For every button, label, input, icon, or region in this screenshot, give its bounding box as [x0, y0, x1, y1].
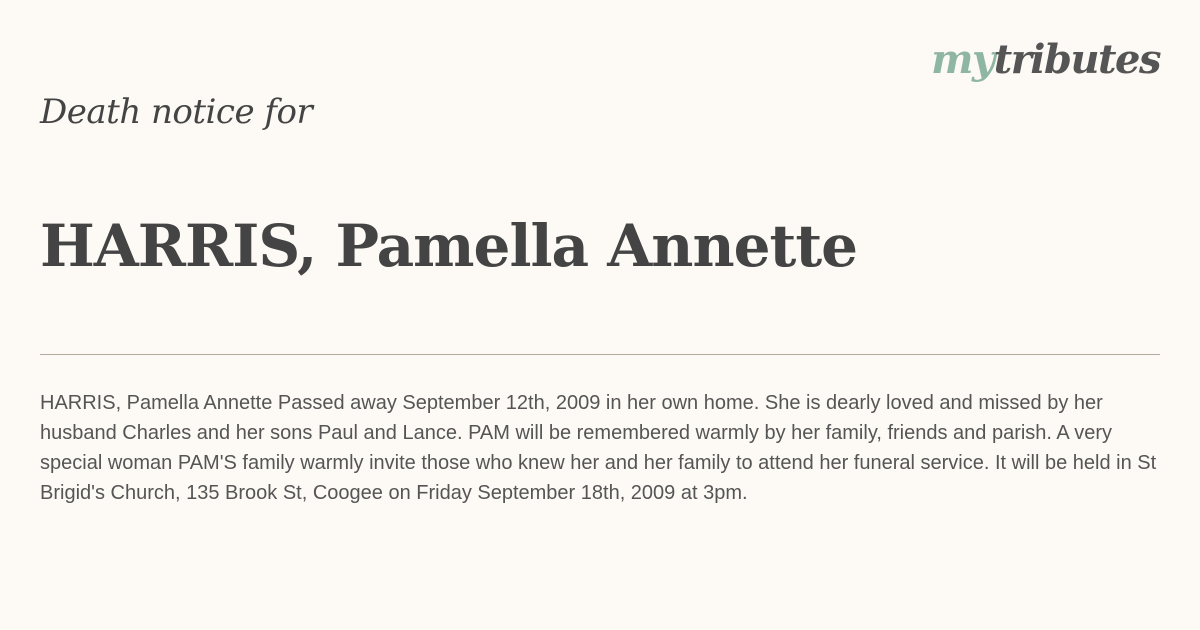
notice-kicker: Death notice for	[40, 92, 313, 132]
deceased-name: HARRIS, Pamella Annette	[40, 212, 858, 280]
logo-my: my	[931, 36, 994, 83]
mytributes-logo	[931, 32, 1160, 88]
notice-text: HARRIS, Pamella Annette Passed away September 12th, 2009 in her own home. She is dearly loved and missed by her husband Charles and her sons Paul and Lance. PAM will be remembered warmly by her family, friends and parish. A very special woman PAM'S family warmly invite those who knew her and her family to attend her funeral service. It will be held in St Brigid's Church, 135 Brook St, Coogee on Friday September 18th, 2009 at 3pm.	[40, 392, 1157, 504]
logo-tributes: tributes	[993, 36, 1160, 83]
divider	[40, 354, 1160, 355]
